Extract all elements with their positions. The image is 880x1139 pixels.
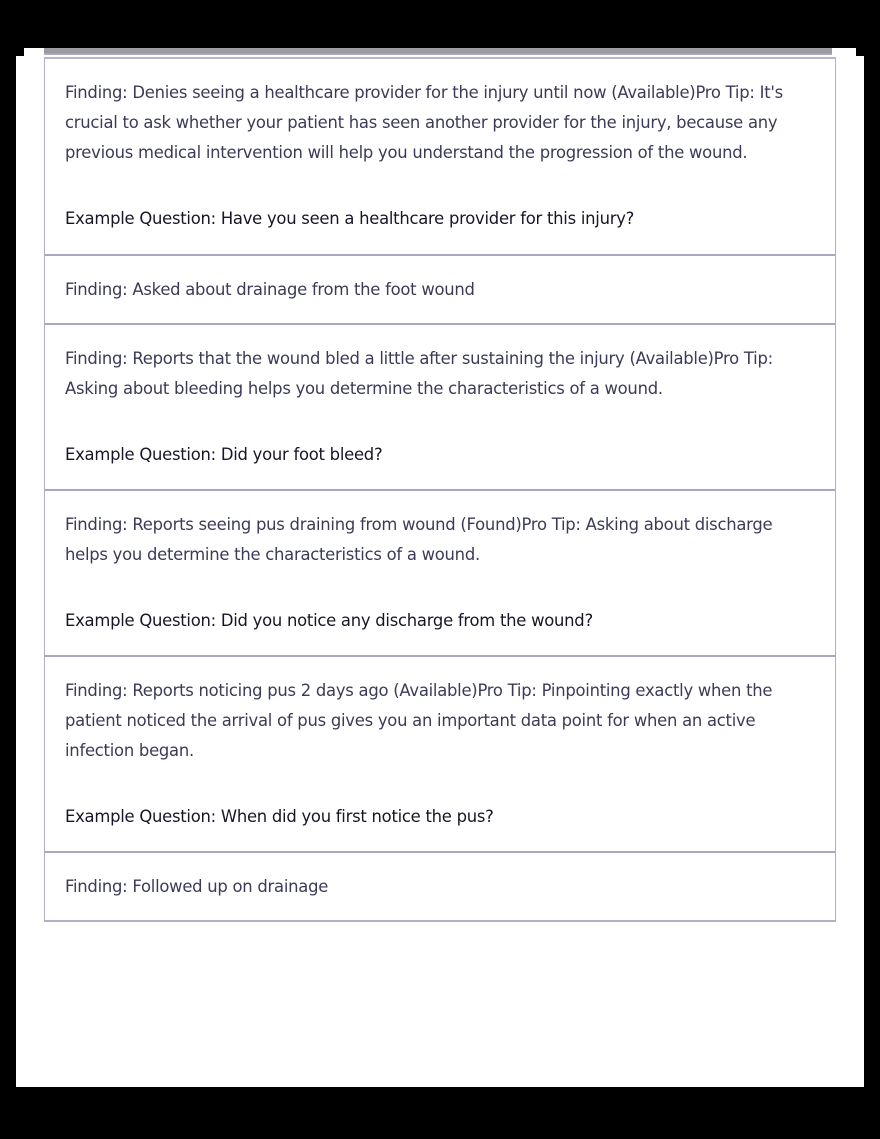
- finding-text: Finding: Denies seeing a healthcare provider for the injury until now (Available)Pro Tip: It's crucial to ask whether your patient has seen another provider for the injury, because any previous medical intervention will help you understand the progression of the wound.: [65, 83, 783, 162]
- finding-text: Finding: Asked about drainage from the foot wound: [65, 280, 475, 299]
- example-question-text: Example Question: When did you first notice the pus?: [65, 807, 494, 826]
- finding-text: Finding: Reports noticing pus 2 days ago (Available)Pro Tip: Pinpointing exactly when the patient noticed the arrival of pus gives you an important data point for when an active infection began.: [65, 681, 773, 760]
- finding-row: [45, 853, 835, 921]
- example-question-text: Example Question: Have you seen a healthcare provider for this injury?: [65, 209, 635, 228]
- finding-text: Finding: Reports that the wound bled a little after sustaining the injury (Available)Pro Tip: Asking about bleeding helps you determine the characteristics of a wound.: [65, 349, 773, 398]
- finding-text: Finding: Followed up on drainage: [65, 877, 329, 896]
- example-question-text: Example Question: Did you notice any discharge from the wound?: [65, 611, 593, 630]
- finding-row: [45, 325, 835, 491]
- findings-table: [44, 57, 836, 922]
- example-question-text: Example Question: Did your foot bleed?: [65, 445, 383, 464]
- finding-row: [45, 59, 835, 256]
- finding-row: [45, 657, 835, 853]
- table-header-bar: [44, 48, 832, 55]
- finding-row: [45, 491, 835, 657]
- finding-row: [45, 256, 835, 325]
- finding-text: Finding: Reports seeing pus draining from wound (Found)Pro Tip: Asking about discharge helps you determine the characteristics of a wound.: [65, 515, 773, 564]
